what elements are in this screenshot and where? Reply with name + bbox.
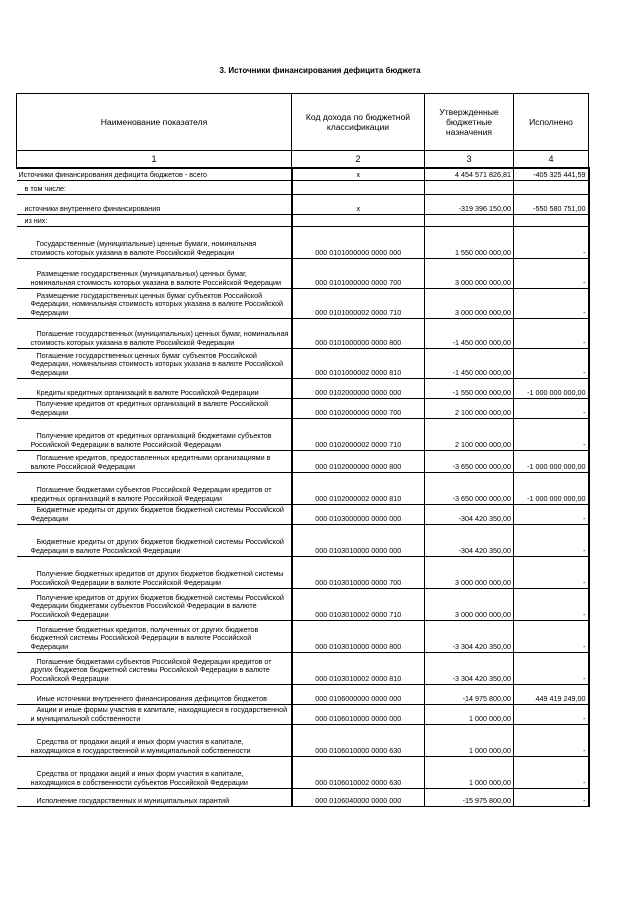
row-name: Погашение государственных ценных бумаг субъектов Российской Федерации, номинальная стоимость которых указана в валюте Российской Федерации [17, 348, 292, 378]
table-header-row [17, 94, 589, 151]
table-row [17, 226, 589, 258]
row-budget-code: 000 0106000000 0000 000 [292, 684, 425, 704]
header-budget-code: Код дохода по бюджетной классификации [292, 94, 425, 151]
row-executed-amount: - [514, 724, 589, 756]
row-executed-amount: - [514, 788, 589, 806]
row-approved-amount [425, 180, 514, 194]
table-row [17, 788, 589, 806]
table-row [17, 288, 589, 318]
row-name: Погашение государственных (муниципальных) ценных бумаг, номинальная стоимость которых указана в валюте Российской Федерации [17, 318, 292, 348]
row-budget-code: 000 0102000000 0000 700 [292, 398, 425, 418]
row-executed-amount: - [514, 258, 589, 288]
row-name: Получение кредитов от кредитных организаций бюджетами субъектов Российской Федерации в валюте Российской Федерации [17, 418, 292, 450]
column-number: 2 [292, 151, 425, 169]
row-executed-amount: 449 419 249,00 [514, 684, 589, 704]
table-row [17, 504, 589, 524]
row-approved-amount: 2 100 000 000,00 [425, 398, 514, 418]
row-executed-amount: -1 000 000 000,00 [514, 472, 589, 504]
row-budget-code: 000 0102000002 0000 810 [292, 472, 425, 504]
row-budget-code: x [292, 168, 425, 180]
row-executed-amount: - [514, 288, 589, 318]
row-budget-code: 000 0101000002 0000 810 [292, 348, 425, 378]
row-budget-code: 000 0101000000 0000 700 [292, 258, 425, 288]
table-row [17, 524, 589, 556]
row-approved-amount: 3 000 000 000,00 [425, 258, 514, 288]
row-name: Погашение бюджетами субъектов Российской Федерации кредитов от других бюджетов бюджетной системы Российской Федерации в валюте Российской Федерации [17, 652, 292, 684]
row-budget-code: 000 0102000000 0000 800 [292, 450, 425, 472]
row-executed-amount: -550 580 751,00 [514, 194, 589, 214]
row-budget-code: 000 0103010000 0000 700 [292, 556, 425, 588]
row-executed-amount: - [514, 398, 589, 418]
row-budget-code: 000 0103010002 0000 810 [292, 652, 425, 684]
row-name: Погашение бюджетами субъектов Российской Федерации кредитов от кредитных организаций в валюте Российской Федерации [17, 472, 292, 504]
row-executed-amount: - [514, 418, 589, 450]
table-row [17, 450, 589, 472]
row-name: Средства от продажи акций и иных форм участия в капитале, находящихся в государственной и муниципальной собственности [17, 724, 292, 756]
row-approved-amount: 2 100 000 000,00 [425, 418, 514, 450]
row-approved-amount: -3 650 000 000,00 [425, 450, 514, 472]
table-row [17, 194, 589, 214]
row-approved-amount: 1 000 000,00 [425, 704, 514, 724]
row-budget-code: 000 0106040000 0000 000 [292, 788, 425, 806]
table-row [17, 724, 589, 756]
row-executed-amount: - [514, 318, 589, 348]
column-number: 1 [17, 151, 292, 169]
row-name: в том числе: [17, 180, 292, 194]
row-approved-amount: -304 420 350,00 [425, 504, 514, 524]
table-row [17, 214, 589, 226]
row-executed-amount [514, 180, 589, 194]
row-name: Погашение кредитов, предоставленных кредитными организациями в валюте Российской Федерации [17, 450, 292, 472]
table-row [17, 318, 589, 348]
table-row [17, 684, 589, 704]
row-approved-amount: -15 975 800,00 [425, 788, 514, 806]
row-name: Бюджетные кредиты от других бюджетов бюджетной системы Российской Федерации [17, 504, 292, 524]
row-name: Исполнение государственных и муниципальных гарантий [17, 788, 292, 806]
row-executed-amount: - [514, 652, 589, 684]
row-approved-amount: -3 304 420 350,00 [425, 620, 514, 652]
row-executed-amount: - [514, 348, 589, 378]
row-budget-code: 000 0103010000 0000 800 [292, 620, 425, 652]
row-budget-code: x [292, 194, 425, 214]
row-approved-amount: -3 304 420 350,00 [425, 652, 514, 684]
row-approved-amount: -1 450 000 000,00 [425, 348, 514, 378]
row-budget-code: 000 0103010002 0000 710 [292, 588, 425, 620]
row-executed-amount: -1 000 000 000,00 [514, 450, 589, 472]
row-executed-amount: - [514, 524, 589, 556]
row-approved-amount: -319 396 150,00 [425, 194, 514, 214]
row-approved-amount: -14 975 800,00 [425, 684, 514, 704]
budget-deficit-sources-table [16, 93, 590, 807]
row-budget-code: 000 0101000002 0000 710 [292, 288, 425, 318]
page-title: 3. Источники финансирования дефицита бюджета [219, 66, 421, 75]
row-budget-code: 000 0102000000 0000 000 [292, 378, 425, 398]
row-name: Размещение государственных (муниципальных) ценных бумаг, номинальная стоимость которых указана в валюте Российской Федерации [17, 258, 292, 288]
row-name: Акции и иные формы участия в капитале, находящиеся в государственной и муниципальной собственности [17, 704, 292, 724]
row-budget-code: 000 0102000002 0000 710 [292, 418, 425, 450]
table-row [17, 180, 589, 194]
row-executed-amount: -405 325 441,59 [514, 168, 589, 180]
row-approved-amount: 3 000 000 000,00 [425, 588, 514, 620]
row-approved-amount: 1 000 000,00 [425, 756, 514, 788]
row-approved-amount: 3 000 000 000,00 [425, 556, 514, 588]
row-budget-code: 000 0103010000 0000 000 [292, 524, 425, 556]
row-approved-amount [425, 214, 514, 226]
row-approved-amount: -1 450 000 000,00 [425, 318, 514, 348]
table-row [17, 378, 589, 398]
row-approved-amount: -304 420 350,00 [425, 524, 514, 556]
header-indicator-name: Наименование показателя [17, 94, 292, 151]
row-approved-amount: -3 650 000 000,00 [425, 472, 514, 504]
row-approved-amount: 3 000 000 000,00 [425, 288, 514, 318]
row-name: из них: [17, 214, 292, 226]
table-row [17, 472, 589, 504]
row-executed-amount: - [514, 226, 589, 258]
row-approved-amount: 1 000 000,00 [425, 724, 514, 756]
row-executed-amount: - [514, 588, 589, 620]
row-budget-code: 000 0106010000 0000 630 [292, 724, 425, 756]
row-name: Средства от продажи акций и иных форм участия в капитале, находящихся в собственности субъектов Российской Федерации [17, 756, 292, 788]
row-name: Получение бюджетных кредитов от других бюджетов бюджетной системы Российской Федерации в валюте Российской Федерации [17, 556, 292, 588]
row-name: Погашение бюджетных кредитов, полученных от других бюджетов бюджетной системы Российской Федерации в валюте Российской Федерации [17, 620, 292, 652]
row-executed-amount: - [514, 620, 589, 652]
row-name: Получение кредитов от других бюджетов бюджетной системы Российской Федерации бюджетами субъектов Российской Федерации в валюте Российской Федерации [17, 588, 292, 620]
row-budget-code: 000 0101000000 0000 800 [292, 318, 425, 348]
row-approved-amount: -1 550 000 000,00 [425, 378, 514, 398]
table-row [17, 620, 589, 652]
table-body [17, 168, 589, 806]
row-name: Государственные (муниципальные) ценные бумаги, номинальная стоимость которых указана в валюте Российской Федерации [17, 226, 292, 258]
row-approved-amount: 1 550 000 000,00 [425, 226, 514, 258]
row-budget-code [292, 214, 425, 226]
row-name: Получение кредитов от кредитных организаций в валюте Российской Федерации [17, 398, 292, 418]
row-budget-code: 000 0106010000 0000 000 [292, 704, 425, 724]
row-name: Бюджетные кредиты от других бюджетов бюджетной системы Российской Федерации в валюте Российской Федерации [17, 524, 292, 556]
row-executed-amount: - [514, 556, 589, 588]
row-budget-code [292, 180, 425, 194]
table-row [17, 652, 589, 684]
table-row [17, 258, 589, 288]
table-row [17, 704, 589, 724]
row-executed-amount: - [514, 756, 589, 788]
row-executed-amount: - [514, 504, 589, 524]
header-executed: Исполнено [514, 94, 589, 151]
row-name: Кредиты кредитных организаций в валюте Российской Федерации [17, 378, 292, 398]
row-name: Источники финансирования дефицита бюджетов - всего [17, 168, 292, 180]
table-row [17, 756, 589, 788]
table-row [17, 418, 589, 450]
row-executed-amount [514, 214, 589, 226]
row-budget-code: 000 0101000000 0000 000 [292, 226, 425, 258]
table-row [17, 168, 589, 180]
table-row [17, 556, 589, 588]
row-budget-code: 000 0103000000 0000 000 [292, 504, 425, 524]
row-approved-amount: 4 454 571 826,81 [425, 168, 514, 180]
row-name: Иные источники внутреннего финансирования дефицитов бюджетов [17, 684, 292, 704]
header-approved: Утвержденные бюджетные назначения [425, 94, 514, 151]
table-row [17, 398, 589, 418]
row-budget-code: 000 0106010002 0000 630 [292, 756, 425, 788]
table-row [17, 588, 589, 620]
row-name: источники внутреннего финансирования [17, 194, 292, 214]
column-number: 4 [514, 151, 589, 169]
row-name: Размещение государственных ценных бумаг субъектов Российской Федерации, номинальная стоимость которых указана в валюте Российской Федерации [17, 288, 292, 318]
row-executed-amount: -1 000 000 000,00 [514, 378, 589, 398]
column-number-row [17, 151, 589, 169]
table-row [17, 348, 589, 378]
row-executed-amount: - [514, 704, 589, 724]
column-number: 3 [425, 151, 514, 169]
